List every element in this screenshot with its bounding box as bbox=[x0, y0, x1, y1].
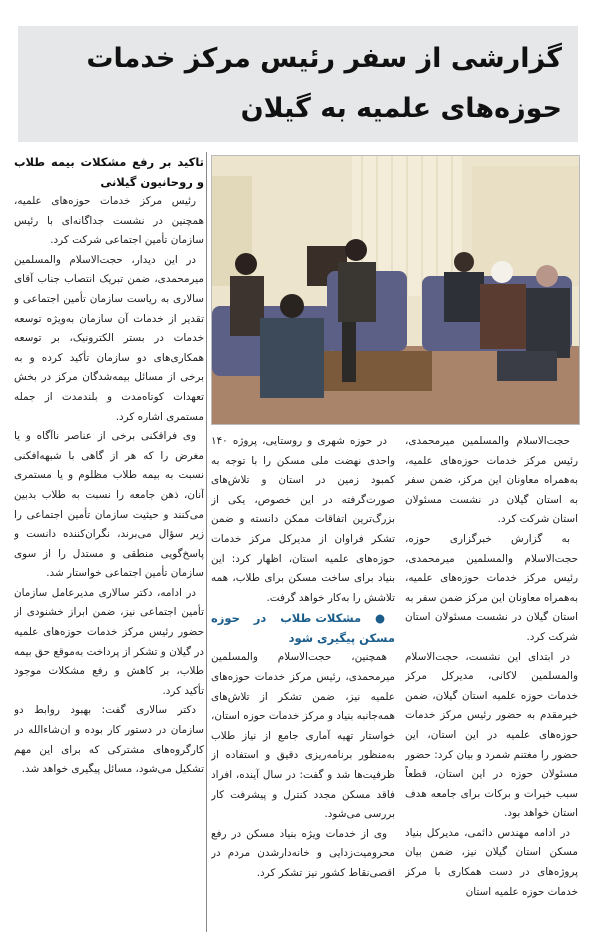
headline-line-2: حوزه‌های علمیه به گیلان bbox=[240, 93, 562, 124]
middle-column bbox=[211, 432, 395, 936]
meeting-photo-illustration bbox=[212, 156, 579, 424]
middle-paragraph-1: در حوزه شهری و روستایی، پروژه ۱۴۰ واحدی نهضت ملی مسکن را با توجه به کمبود زمین در استان و تلاش‌های صورت‌گرفته در این خصوص، یکی از بزرگ‌ترین اتفاقات ممکن دانسته و ضمن تشکر فراوان از مدیرکل مرکز خدمات حوزه‌های علمیه استان، اظهار کرد: این بنیاد برای ساخت مسکن برای طلاب، همه تلاشش را به‌کار خواهد گرفت. bbox=[211, 435, 395, 604]
side-paragraph-2: در این دیدار، حجت‌الاسلام والمسلمین میرمحمدی، ضمن تبریک انتصاب جناب آقای سالاری به ریاست سازمان تأمین اجتماعی و تقدیر از خدمات آن سازمان به‌ویژه توسعه خدمات در بستر الکترونیک، بر توسعه همکاری‌های دو سازمان تأکید کرده و به برخی از مسائل بیمه‌شدگان مرکز در بخش تعهدات کوتاه‌مدت و بلندمدت از جمله مستمری اشاره کرد. bbox=[14, 253, 204, 423]
right-paragraph-4: در ادامه مهندس دائمی، مدیرکل بنیاد مسکن استان گیلان نیز، ضمن بیان پروژه‌های در دست همکاری با مرکز خدمات حوزه علمیه استان bbox=[405, 826, 578, 898]
meeting-photo bbox=[211, 155, 580, 425]
right-paragraph-2: به گزارش خبرگزاری حوزه، حجت‌الاسلام والمسلمین میرمحمدی، رئیس مرکز خدمات حوزه‌های علمیه، به‌همراه معاونان این مرکز ضمن سفر به استان گیلان در نشست مسئولان استان شرکت کرد. bbox=[405, 532, 578, 643]
right-column bbox=[405, 432, 578, 936]
bullet-icon: ● bbox=[361, 611, 395, 626]
side-paragraph-4: در ادامه، دکتر سالاری مدیرعامل سازمان تأمین اجتماعی نیز، ضمن ابراز خشنودی از حضور رئیس مرکز خدمات حوزه‌های علمیه در گیلان و تشکر از پرداخت به‌موقع حق بیمه طلاب، بر کاهش و رفع مشکلات موجود تأکید کرد. bbox=[14, 586, 204, 697]
column-divider bbox=[206, 152, 207, 932]
side-paragraph-3: وی فراقکنی برخی از عناصر ناآگاه و یا مغرض را که هر از گاهی با شبهه‌افکنی نسبت به بیمه طلاب مظلوم و یا مستمری آنان، ذهن جامعه را نسبت به طلاب بدبین می‌کنند و حیثیت سازمان تأمین اجتماعی را زیر سؤال می‌برند، نگران‌کننده دانست و پاسخ‌گویی منطقی و مستدل را از سوی سازمان تأمین اجتماعی خواستار شد. bbox=[14, 430, 204, 580]
side-paragraph-1: رئیس مرکز خدمات حوزه‌های علمیه، همچنین در نشست جداگانه‌ای با رئیس سازمان تأمین اجتماعی شرکت کرد. bbox=[14, 195, 204, 247]
middle-paragraph-2: همچنین، حجت‌الاسلام والمسلمین میرمحمدی، رئیس مرکز خدمات حوزه‌های علمیه نیز، ضمن تشکر از تلاش‌های همه‌جانبه بنیاد و مرکز خدمات حوزه استان، خواستار تهیه آماری جامع از نیاز طلاب به‌منظور برنامه‌ریزی دقیق و استفاده از ظرفیت‌ها شد و گفت: در سال آینده، افراد فاقد مسکن مجدد کنترل و پیشرفت کار بررسی می‌شود. bbox=[211, 651, 395, 821]
side-column bbox=[14, 152, 204, 936]
headline-box bbox=[18, 26, 578, 142]
middle-subhead-text: مشکلات طلاب در حوزه مسکن پیگیری شود bbox=[211, 611, 395, 646]
right-paragraph-3: در ابتدای این نشست، حجت‌الاسلام والمسلمین لاکانی، مدیرکل مرکز خدمات حوزه علمیه استان گیلان، ضمن خیرمقدم به حضور رئیس مرکز خدمات حوزه‌های علمیه در این استان، این حضور را مغتنم شمرد و بیان کرد: حضور مسئولان حوزه در این استان، قطعاً سبب خیرات و برکات برای جامعه هدف استان خواهد بود. bbox=[405, 650, 578, 820]
headline bbox=[18, 26, 578, 134]
middle-subhead bbox=[211, 608, 395, 648]
side-paragraph-5: دکتر سالاری گفت: بهبود روابط دو سازمان در دستور کار بوده و ان‌شاءالله در کارگروه‌های مشترکی که برای این مهم تشکیل می‌شود، مسائل پیگیری خواهد شد. bbox=[14, 704, 204, 776]
right-paragraph-1: حجت‌الاسلام والمسلمین میرمحمدی، رئیس مرکز خدمات حوزه‌های علمیه، به‌همراه معاونان این مرکز، ضمن سفر به استان گیلان در نشست مسئولان استان شرکت کرد. bbox=[405, 435, 578, 526]
headline-line-1: گزارشی از سفر رئیس مرکز خدمات bbox=[86, 43, 562, 74]
middle-paragraph-3: وی از خدمات ویژه بنیاد مسکن در رفع محرومیت‌زدایی و خانه‌دارشدن مردم در اقصی‌نقاط کشور نیز تشکر کرد. bbox=[211, 827, 395, 879]
side-column-title: تاکید بر رفع مشکلات بیمه طلاب و روحانیون گیلانی bbox=[14, 155, 204, 189]
